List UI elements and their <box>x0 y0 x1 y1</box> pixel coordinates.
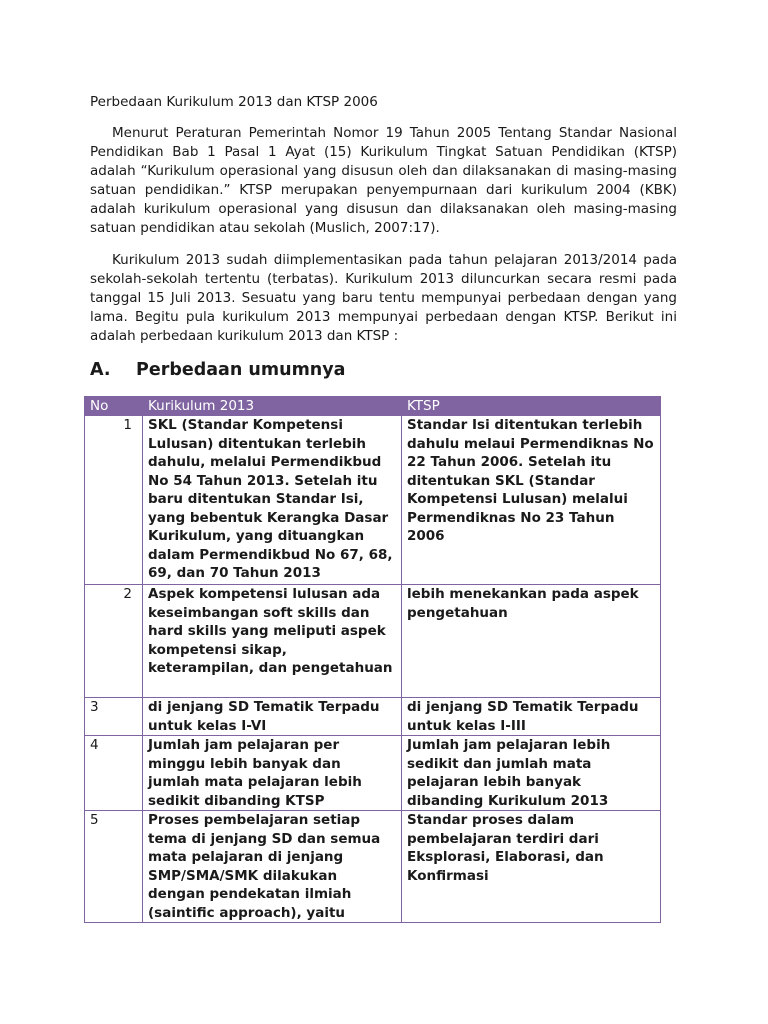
cell-kurikulum-2013: SKL (Standar Kompetensi Lulusan) ditentukan terlebih dahulu, melalui Permendikbud No 54 Tahun 2013. Setelah itu baru ditentukan Standar Isi, yang bebentuk Kerangka Dasar Kurikulum, yang dituangkan dalam Permendikbud No 67, 68, 69, dan 70 Tahun 2013 <box>143 416 402 585</box>
row-number: 2 <box>85 585 143 698</box>
section-heading <box>90 358 345 382</box>
cell-ktsp: lebih menekankan pada aspek pengetahuan <box>402 585 661 698</box>
comparison-table <box>84 396 661 923</box>
table-row <box>85 585 661 698</box>
row-number: 1 <box>85 416 143 585</box>
row-number: 5 <box>85 811 143 923</box>
cell-ktsp: Jumlah jam pelajaran lebih sedikit dan jumlah mata pelajaran lebih banyak dibanding Kurikulum 2013 <box>402 736 661 811</box>
cell-ktsp: Standar proses dalam pembelajaran terdiri dari Eksplorasi, Elaborasi, dan Konfirmasi <box>402 811 661 923</box>
table-row <box>85 736 661 811</box>
table-row <box>85 698 661 736</box>
cell-kurikulum-2013: Proses pembelajaran setiap tema di jenjang SD dan semua mata pelajaran di jenjang SMP/SMA/SMK dilakukan dengan pendekatan ilmiah (saintific approach), yaitu <box>143 811 402 923</box>
row-number: 4 <box>85 736 143 811</box>
section-title: Perbedaan umumnya <box>136 360 346 380</box>
table-row <box>85 416 661 585</box>
row-number: 3 <box>85 698 143 736</box>
header-no: No <box>85 397 143 416</box>
cell-ktsp: di jenjang SD Tematik Terpadu untuk kelas I-III <box>402 698 661 736</box>
cell-kurikulum-2013: di jenjang SD Tematik Terpadu untuk kelas I-VI <box>143 698 402 736</box>
document-title: Perbedaan Kurikulum 2013 dan KTSP 2006 <box>90 94 378 110</box>
header-ktsp: KTSP <box>402 397 661 416</box>
section-letter: A. <box>90 360 111 380</box>
paragraph-ktsp-definition: Menurut Peraturan Pemerintah Nomor 19 Tahun 2005 Tentang Standar Nasional Pendidikan Bab 1 Pasal 1 Ayat (15) Kurikulum Tingkat Satuan Pendidikan (KTSP) adalah “Kurikulum operasional yang disusun oleh dan dilaksanakan di masing-masing satuan pendidikan.” KTSP merupakan penyempurnaan dari kurikulum 2004 (KBK) adalah kurikulum operasional yang disusun dan dilaksanakan oleh masing-masing satuan pendidikan atau sekolah (Muslich, 2007:17). <box>90 125 677 236</box>
table-row <box>85 811 661 923</box>
paragraph-kurikulum-2013: Kurikulum 2013 sudah diimplementasikan pada tahun pelajaran 2013/2014 pada sekolah-sekolah tertentu (terbatas). Kurikulum 2013 diluncurkan secara resmi pada tanggal 15 Juli 2013. Sesuatu yang baru tentu mempunyai perbedaan dengan yang lama. Begitu pula kurikulum 2013 mempunyai perbedaan dengan KTSP. Berikut ini adalah perbedaan kurikulum 2013 dan KTSP : <box>90 252 677 344</box>
cell-kurikulum-2013: Jumlah jam pelajaran per minggu lebih banyak dan jumlah mata pelajaran lebih sedikit dibanding KTSP <box>143 736 402 811</box>
header-kurikulum-2013: Kurikulum 2013 <box>143 397 402 416</box>
cell-ktsp: Standar Isi ditentukan terlebih dahulu melaui Permendiknas No 22 Tahun 2006. Setelah itu ditentukan SKL (Standar Kompetensi Lulusan) melalui Permendiknas No 23 Tahun 2006 <box>402 416 661 585</box>
cell-kurikulum-2013: Aspek kompetensi lulusan ada keseimbangan soft skills dan hard skills yang meliputi aspek kompetensi sikap, keterampilan, dan pengetahuan <box>143 585 402 698</box>
table-header-row <box>85 397 661 416</box>
